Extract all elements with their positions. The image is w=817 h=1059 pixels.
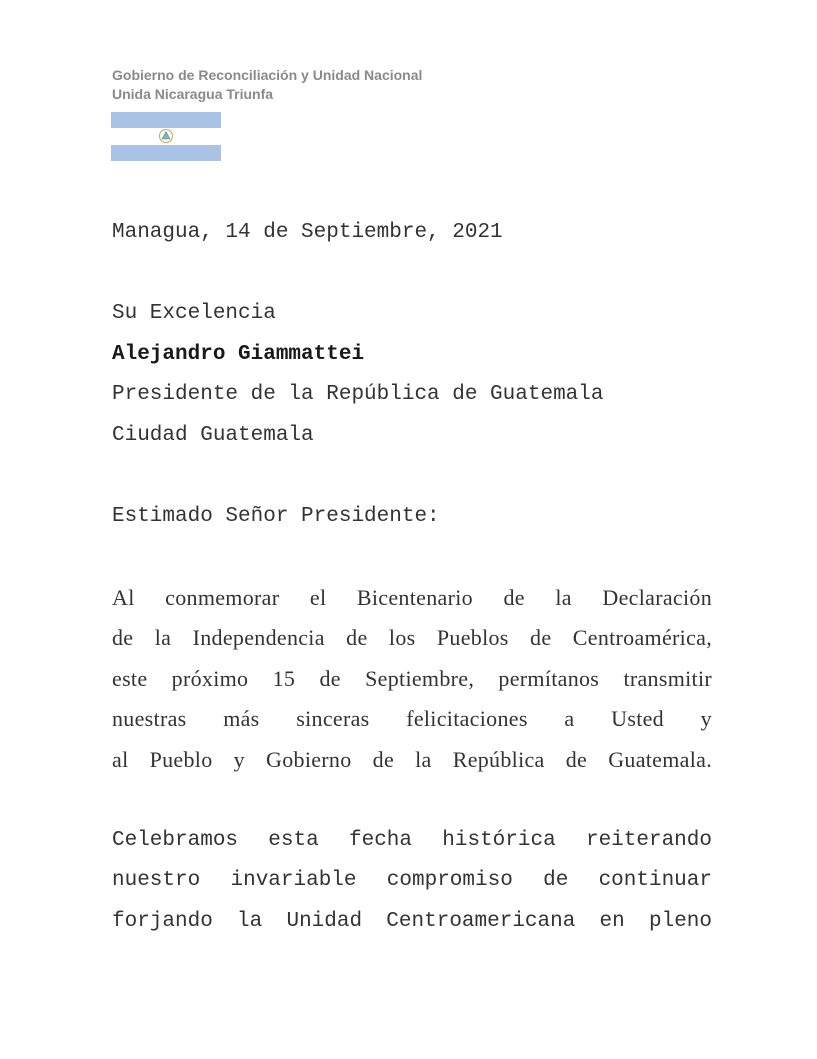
paragraph-2-line: nuestro invariable compromiso de continuar <box>112 869 712 892</box>
recipient-position: Presidente de la República de Guatemala <box>112 383 604 406</box>
nicaragua-flag-icon <box>111 112 221 161</box>
paragraph-2 <box>112 821 712 943</box>
paragraph-2-line: Celebramos esta fecha histórica reiterando <box>112 828 712 852</box>
paragraph-1-line: este próximo 15 de Septiembre, permítanos transmitir <box>112 665 712 691</box>
recipient-city: Ciudad Guatemala <box>112 423 314 447</box>
paragraph-1-line: Al conmemorar el Bicentenario de la Declaración <box>112 584 712 610</box>
paragraph-1-line: de la Independencia de los Pueblos de Centroamérica, <box>112 625 712 650</box>
flag-top-stripe <box>111 112 221 128</box>
flag-bottom-stripe <box>111 145 221 161</box>
letter-body <box>112 213 712 942</box>
coat-of-arms-icon <box>158 128 174 144</box>
paragraph-1-line: nuestras más sinceras felicitaciones a Usted y <box>112 706 712 731</box>
recipient-name: Alejandro Giammattei <box>112 342 365 366</box>
letter-greeting: Estimado Señor Presidente: <box>112 504 440 528</box>
letterhead-slogan: Unida Nicaragua Triunfa <box>112 86 274 102</box>
letter-date: Managua, 14 de Septiembre, 2021 <box>112 221 503 244</box>
paragraph-1 <box>112 578 712 781</box>
letterhead-government-name: Gobierno de Reconciliación y Unidad Nacional <box>112 67 423 83</box>
paragraph-2-line: forjando la Unidad Centroamericana en pleno <box>112 909 712 933</box>
recipient-title: Su Excelencia <box>112 302 276 325</box>
paragraph-1-line: al Pueblo y Gobierno de la República de Guatemala. <box>112 746 712 772</box>
flag-middle-stripe <box>111 128 221 144</box>
letterhead <box>112 66 422 104</box>
